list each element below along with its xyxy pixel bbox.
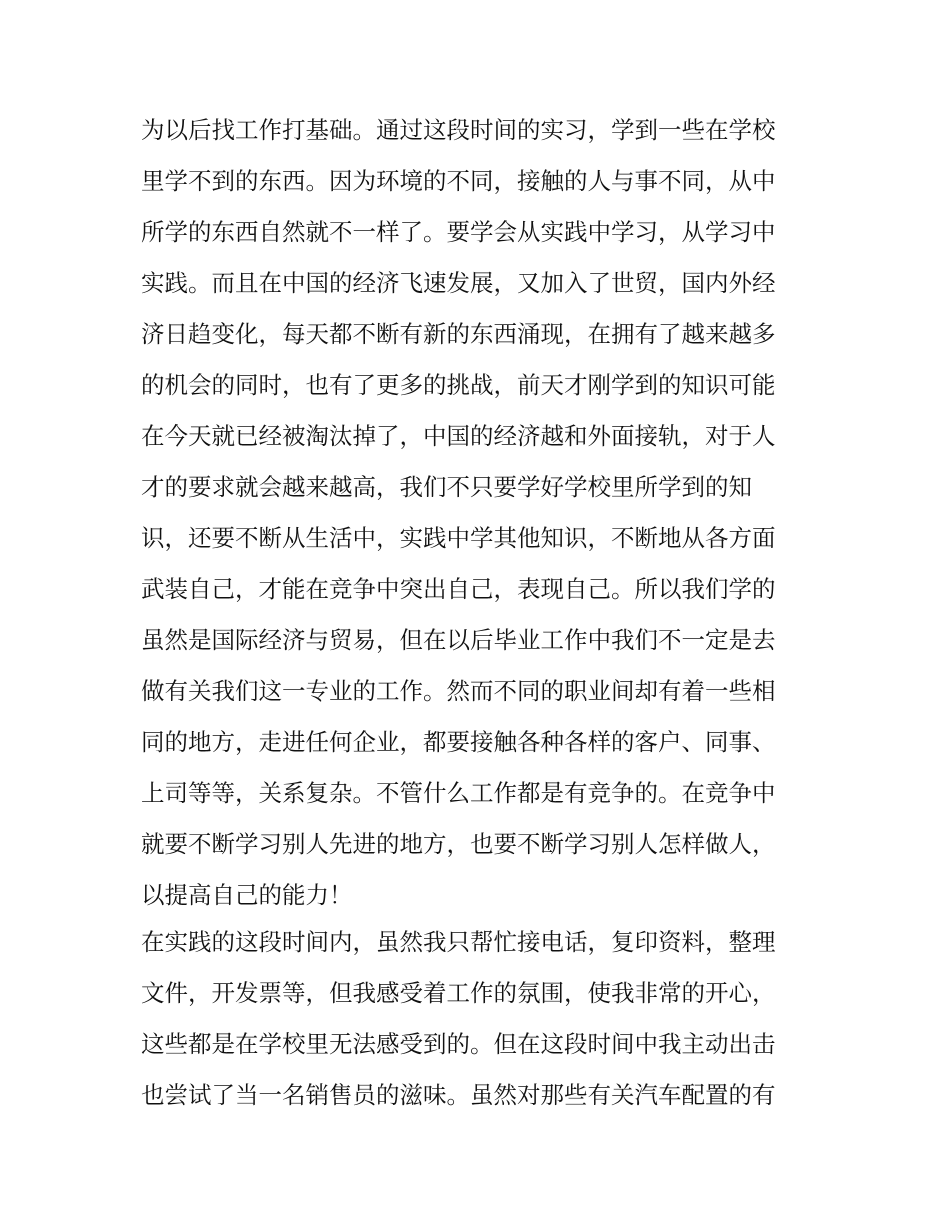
text-line: 以提高自己的能力！ [141,881,353,909]
text-line: 为以后找工作打基础。通过这段时间的实习，学到一些在学校 [141,116,776,144]
text-line: 在今天就已经被淘汰掉了，中国的经济越和外面接轨，对于人 [141,422,776,450]
text-line: 这些都是在学校里无法感受到的。但在这段时间中我主动出击 [141,1030,776,1058]
text-line: 上司等等，关系复杂。不管什么工作都是有竞争的。在竞争中 [141,779,776,807]
text-line: 也尝试了当一名销售员的滋味。虽然对那些有关汽车配置的有 [141,1081,776,1109]
text-line: 的机会的同时，也有了更多的挑战，前天才刚学到的知识可能 [141,371,776,399]
text-line: 同的地方，走进任何企业，都要接触各种各样的客户、同事、 [141,728,776,756]
text-line: 所学的东西自然就不一样了。要学会从实践中学习，从学习中 [141,218,776,246]
text-line: 武装自己，才能在竞争中突出自己，表现自己。所以我们学的 [141,575,776,603]
text-line: 才的要求就会越来越高，我们不只要学好学校里所学到的知 [141,473,752,501]
text-line: 识，还要不断从生活中，实践中学其他知识，不断地从各方面 [141,524,776,552]
text-line: 济日趋变化，每天都不断有新的东西涌现，在拥有了越来越多 [141,320,776,348]
text-line: 在实践的这段时间内，虽然我只帮忙接电话，复印资料，整理 [141,928,776,956]
text-line: 虽然是国际经济与贸易，但在以后毕业工作中我们不一定是去 [141,626,776,654]
text-line: 做有关我们这一专业的工作。然而不同的职业间却有着一些相 [141,677,776,705]
text-line: 实践。而且在中国的经济飞速发展，又加入了世贸，国内外经 [141,269,776,297]
text-line: 文件，开发票等，但我感受着工作的氛围，使我非常的开心， [141,979,776,1007]
text-line: 里学不到的东西。因为环境的不同，接触的人与事不同，从中 [141,167,776,195]
text-line: 就要不断学习别人先进的地方，也要不断学习别人怎样做人， [141,830,776,858]
